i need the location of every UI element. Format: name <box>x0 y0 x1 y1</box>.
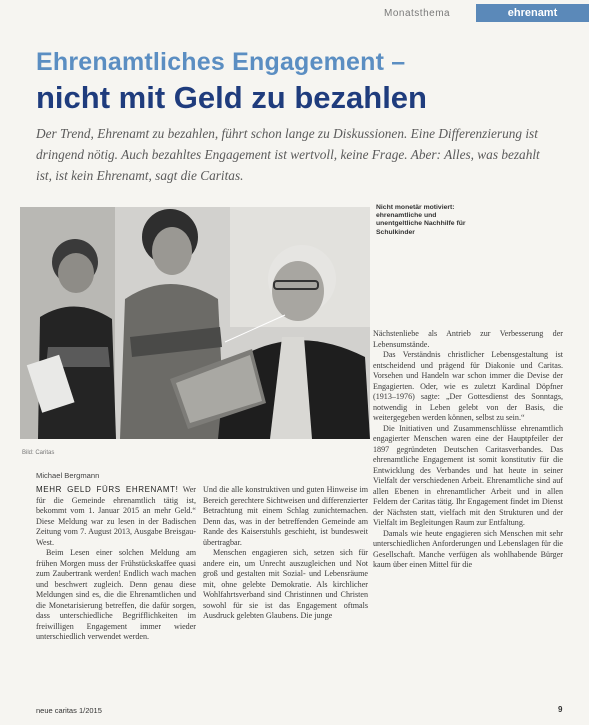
text-column-1 <box>36 485 196 643</box>
text-column-2 <box>203 485 368 622</box>
section-label: Monatsthema <box>384 8 451 19</box>
author-name: Michael Bergmann <box>36 471 100 480</box>
paragraph: Menschen engagieren sich, setzen sich für andere ein, um Unrecht auszugleichen und Not groß und gestalten mit Sozial- und Lebensräume mit, ohne gelebte Demokratie. Als kirchlicher Wohlfahrtsverband sind Christinnen und Christen sowohl für sie ist das Engagement oftmals Ausdruck gelebten Glaubens. Die junge <box>203 548 368 620</box>
photo-caption: Nicht monetär motiviert: ehrenamtliche und unentgeltliche Nachhilfe für Schulkinder <box>376 204 466 236</box>
article-photo <box>20 207 370 439</box>
paragraph: Das Verständnis christlicher Lebensgestaltung ist entscheidend und prägend für Diakonie und Caritas. Vorsehen und Handeln war schon immer die Devise der Engagierten. Oder, wie es zuletzt Kardinal Döpfner (1913–1976) sagte: „Der Gottesdienst des Sonntags, notwendig in Leben gelebt von der Basis, die weitergegeben werden können, selbst zu sein.“ <box>373 350 563 422</box>
section-badge: ehrenamt <box>476 4 589 22</box>
paragraph <box>36 485 196 548</box>
article-title-line2: nicht mit Geld zu bezahlen <box>36 80 427 115</box>
paragraph-text: Wer für die Gemeinde ehrenamtlich tätig ist, bekommt vom 1. Januar 2015 an mehr Geld.“ Diese Meldung war zu lesen in der Badischen Zeitung vom 7. August 2013, Ausgabe Breisgau-West. <box>36 485 196 547</box>
runin-heading: MEHR GELD FÜRS EHRENAMT! <box>36 485 179 494</box>
photo-credit: Bild: Caritas <box>22 450 55 456</box>
article-lead: Der Trend, Ehrenamt zu bezahlen, führt schon lange zu Diskussionen. Eine Differenzierung ist dringend nötig. Auch bezahltes Engagement ist wertvoll, keine Frage. Aber: Alles, was bezahlt ist, ist kein Ehrenamt, sagt die Caritas. <box>36 126 540 183</box>
paragraph: Die Initiativen und Zusammenschlüsse ehrenamtlich engagierter Menschen waren eine der Hauptpfeiler der 1897 gegründeten Deutschen Caritasverbandes. Das ehrenamtliche Engagement ist somit konstitutiv für die Entwicklung des Verbandes und hat heute in seiner Vielfalt der verschiedenen Arbeit. Ehrenamtliche sind auf allen Ebenen in ehrenamtlicher Arbeit und in allen Feldern der Caritas tätig. Ihr Engagement findet im Dienst der Nächsten statt, vielfach mit den Strukturen und der Vielfalt im Begleitungen Raum zur Entfaltung. <box>373 423 563 527</box>
text-column-3 <box>373 329 563 571</box>
paragraph: Damals wie heute engagieren sich Menschen mit sehr unterschiedlichen Anforderungen und Lebenslagen für die Gesellschaft. Manche verfügen als wohlhabende Bürger kaum über einen Mittel für die <box>373 528 563 569</box>
magazine-footer: neue caritas 1/2015 <box>36 706 102 715</box>
paragraph: Nächstenliebe als Antrieb zur Verbesserung der Lebensumstände. <box>373 329 563 349</box>
article-title-line1: Ehrenamtliches Engagement – <box>36 48 406 76</box>
paragraph: Und die alle konstruktiven und guten Hinweise im Bereich gerechtere Sichtweisen und differenzierter Betrachtung mit einem Schlag zunichtemachen. Denn das, was in der betreffenden Gemeinde am Rande des Kaiserstuhls geschieht, ist bundesweit übertragbar. <box>203 485 368 547</box>
photo-illustration <box>20 207 370 439</box>
page-number: 9 <box>558 705 563 714</box>
paragraph: Beim Lesen einer solchen Meldung am frühen Morgen muss der Frühstückskaffee quasi zum Zaubertrank werden! Endlich wach machen und beschwert zugleich. Denn genau diese Meldungen sind es, die die Ehrenamtlichen und die Monetarisierung betreffen, die dafür sorgen, dass unterschiedliche Begrifflichkeiten im freiwilligen Engagement immer wieder unterschiedlich verwendet werden. <box>36 548 196 641</box>
